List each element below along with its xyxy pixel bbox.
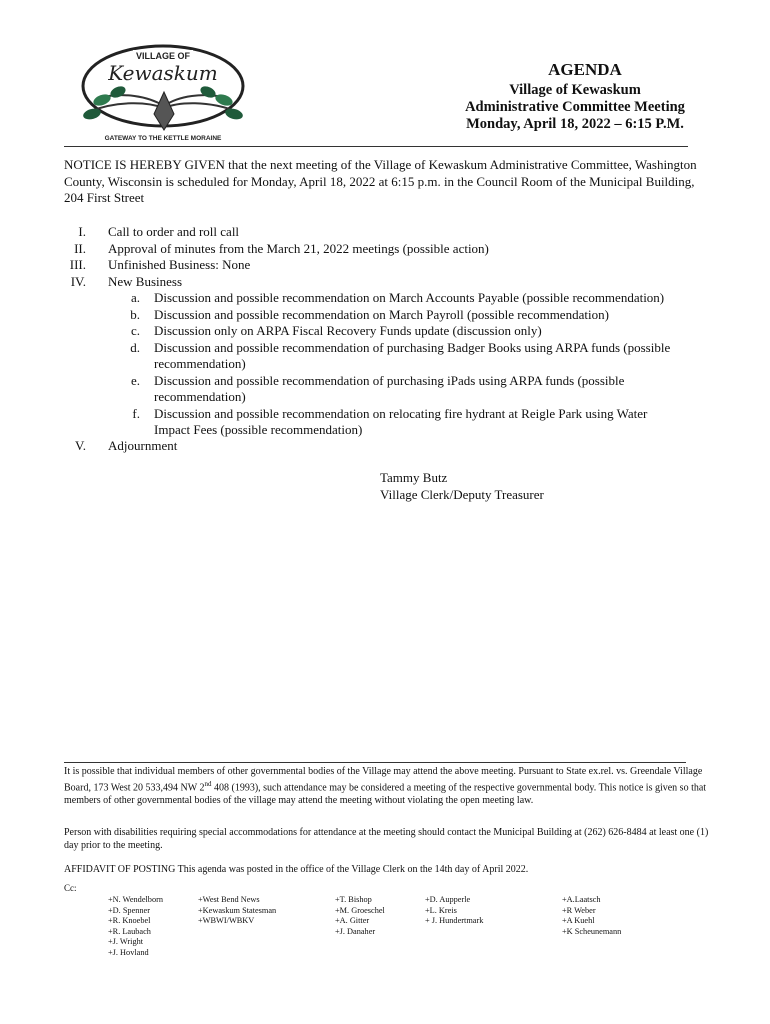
item-text: Approval of minutes from the March 21, 2022 meetings (possible action)	[108, 240, 489, 256]
cc-recipient: +WBWI/WBKV	[198, 916, 255, 926]
attendance-notice-part2: 408 (1993), such attendance may be considered a meeting of the respective governmental body. This notice is given so that members of other governmental bodies of the village may attend the meeting without violating the open meeting law.	[64, 782, 707, 807]
signer-title: Village Clerk/Deputy Treasurer	[380, 486, 544, 502]
superscript: nd	[204, 780, 212, 788]
cc-column	[425, 895, 483, 927]
meeting-name: Administrative Committee Meeting	[465, 99, 685, 115]
item-text: Call to order and roll call	[108, 224, 240, 239]
cc-recipient: +D. Aupperle	[425, 895, 471, 904]
cc-recipient: +K Scheunemann	[562, 926, 622, 936]
cc-recipient: +L. Kreis	[425, 905, 457, 915]
sub-item-text: Discussion and possible recommendation of purchasing Badger Books using ARPA funds (possible	[154, 339, 671, 355]
item-number: II.	[74, 240, 86, 256]
cc-column	[335, 895, 385, 937]
cc-column	[562, 895, 621, 937]
cc-recipient: +A. Gitter	[335, 916, 370, 926]
cc-column	[198, 895, 276, 927]
cc-recipient: +R Weber	[562, 905, 596, 915]
sub-item-text-cont: Impact Fees (possible recommendation)	[154, 422, 363, 437]
logo-tagline: GATEWAY TO THE KETTLE MORAINE	[104, 135, 222, 142]
sub-item-text: Discussion and possible recommendation on March Accounts Payable (possible recommendation)	[154, 290, 665, 305]
item-number: V.	[75, 438, 86, 453]
logo-name: Kewaskum	[108, 61, 218, 85]
item-text: Adjournment	[108, 438, 178, 453]
disability-notice: Person with disabilities requiring special accommodations for attendance at the meeting should contact the Municipal Building at (262) 626-8484 at least one (1) day prior to the meeting.	[64, 827, 709, 851]
sub-item-text: Discussion only on ARPA Fiscal Recovery Funds update (discussion only)	[154, 323, 542, 338]
village-logo	[78, 40, 248, 146]
sub-item-letter: f.	[132, 405, 140, 421]
logo-top-text: VILLAGE OF	[136, 51, 190, 61]
sub-item-text-cont: recommendation)	[154, 356, 246, 371]
cc-recipient: +J. Danaher	[335, 926, 376, 936]
cc-recipient: +T. Bishop	[335, 895, 372, 904]
sub-item-text: Discussion and possible recommendation of purchasing iPads using ARPA funds (possible	[154, 372, 625, 388]
village-name: Village of Kewaskum	[509, 82, 641, 98]
cc-recipient: +R. Knoebel	[108, 916, 151, 926]
sub-item-letter: b.	[130, 306, 140, 322]
affidavit-of-posting: AFFIDAVIT OF POSTING This agenda was posted in the office of the Village Clerk on the 14th day of April 2022.	[64, 864, 529, 875]
sub-item-text-cont: recommendation)	[154, 389, 246, 404]
notice-paragraph: NOTICE IS HEREBY GIVEN that the next meeting of the Village of Kewaskum Administrative Committee, Washington County, Wisconsin is scheduled for Monday, April 18, 2022 at 6:15 p.m. in the Council Room of the Municipal Building, 204 First Street	[64, 157, 697, 205]
sub-item-text: Discussion and possible recommendation on relocating fire hydrant at Reigle Park using Water	[154, 405, 648, 421]
sub-item-letter: d.	[130, 339, 140, 355]
footer-divider	[64, 762, 686, 763]
cc-recipient: +A.Laatsch	[562, 895, 601, 904]
header-divider	[64, 146, 688, 147]
cc-recipient: +Kewaskum Statesman	[198, 905, 277, 915]
cc-recipient: +West Bend News	[198, 895, 260, 904]
cc-recipient: +J. Wright	[108, 937, 144, 947]
arrowhead-icon	[154, 92, 174, 130]
item-number: I.	[78, 224, 86, 239]
cc-recipient: +R. Laubach	[108, 926, 151, 936]
meeting-datetime: Monday, April 18, 2022 – 6:15 P.M.	[466, 116, 684, 132]
sub-item-letter: c.	[130, 323, 140, 338]
cc-label: Cc:	[64, 883, 77, 893]
item-text: Unfinished Business: None	[108, 257, 251, 272]
signature-block	[380, 470, 544, 503]
cc-recipient: +M. Groeschel	[335, 905, 385, 915]
signer-name: Tammy Butz	[380, 470, 448, 485]
attendance-notice-part1: It is possible that individual members of other governmental bodies of the Village may attend the above meeting. Pursuant to State ex.rel. vs. Greendale Village Board, 173 West 20 533,494 NW 2	[64, 766, 703, 794]
cc-recipient: +A Kuehl	[562, 916, 595, 926]
item-text: New Business	[108, 273, 183, 289]
sub-item-text: Discussion and possible recommendation on March Payroll (possible recommendation)	[154, 306, 609, 322]
cc-recipient: +D. Spenner	[108, 905, 151, 915]
item-number: III.	[69, 257, 86, 272]
cc-recipient: +N. Wendelborn	[108, 895, 164, 904]
cc-recipient: + J. Hundertmark	[425, 916, 484, 926]
agenda-title: AGENDA	[548, 60, 622, 79]
cc-recipient: +J. Hovland	[108, 947, 149, 957]
item-number: IV.	[70, 273, 86, 289]
sub-item-letter: a.	[130, 290, 140, 305]
meeting-header	[440, 82, 710, 133]
cc-column	[108, 895, 163, 959]
attendance-notice	[64, 765, 714, 807]
sub-item-letter: e.	[130, 372, 140, 388]
